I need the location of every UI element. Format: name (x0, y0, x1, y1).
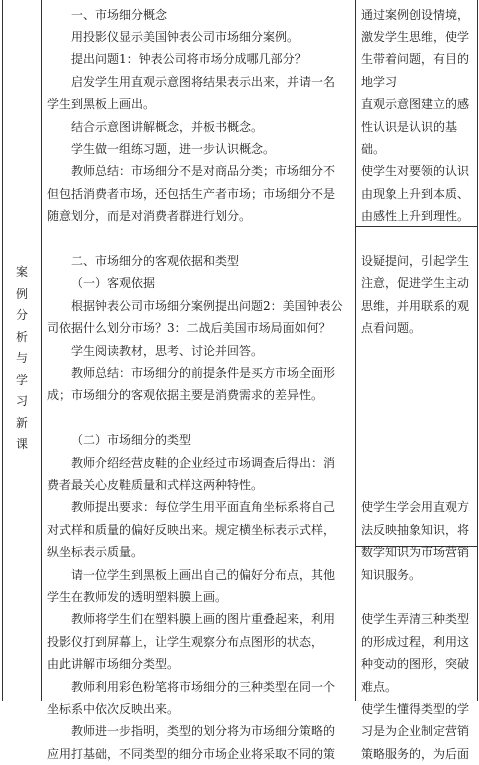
note-line: 知识服务。 (361, 567, 422, 582)
section-label-char: 分 (15, 308, 28, 322)
content-line: 成；市场细分的客观依据主要是消费需求的差异性。 (47, 388, 324, 403)
content-line: 应用打基础，不同类型的细分市场企业将采取不同的策 (47, 746, 336, 761)
section-label-char: 与 (15, 351, 28, 365)
content-line: 一、市场细分概念 (71, 7, 168, 22)
content-line: 学生在教师发的透明塑料膜上画。 (47, 589, 228, 604)
note-line: 策略服务的，为后面 (361, 746, 470, 761)
table-border-right (477, 0, 478, 701)
note-line: 通过案例创设情境， (361, 7, 470, 22)
note-line: 难点。 (361, 679, 398, 694)
note-line: 使学生对要领的认识 (361, 164, 470, 179)
content-line: 教师进一步指明，类型的划分将为市场细分策略的 (71, 724, 336, 739)
content-line: 教师总结：市场细分不是对商品分类；市场细分不 (71, 164, 336, 179)
content-line: （二）市场细分的类型 (71, 433, 192, 448)
content-line: 提出问题1：钟表公司将市场分成哪几部分？ (71, 52, 307, 67)
note-line: 的形成过程，利用这 (361, 634, 470, 649)
content-line: 启发学生用直观示意图将结果表示出来，并请一名 (71, 74, 336, 89)
content-line: 学生阅读教材，思考、讨论并回答。 (71, 343, 264, 358)
note-line: 由现象上升到本质、 (361, 186, 470, 201)
content-line: 坐标系中依次反映出来。 (47, 701, 180, 716)
note-line: 使学生学会用直观方 (361, 500, 470, 515)
column-divider-1 (41, 0, 42, 701)
note-line: 性认识是认识的基 (361, 119, 458, 134)
note-line: 注意，促进学生主动 (361, 276, 470, 291)
content-line: 教师利用彩色粉笔将市场细分的三种类型在同一个 (71, 679, 336, 694)
note-line: 种变动的图形，突破 (361, 657, 470, 672)
note-line: 数学知识为市场营销 (361, 545, 470, 560)
content-line: 纵坐标表示质量。 (47, 545, 144, 560)
section-label-char: 案 (15, 265, 28, 279)
note-line: 习是为企业制定营销 (361, 724, 470, 739)
note-line: 激发学生思维，使学 (361, 29, 470, 44)
content-line: 教师总结：市场细分的前提条件是买方市场全面形 (71, 365, 336, 380)
content-line: 请一位学生到黑板上画出自己的偏好分布点，其他 (71, 567, 336, 582)
content-line: 司依据什么划分市场？3：二战后美国市场局面如何？ (47, 321, 331, 336)
section-label-char: 学 (15, 372, 28, 387)
content-line: 对式样和质量的偏好反映出来。规定横坐标表示式样， (47, 522, 336, 537)
note-line: 点看问题。 (361, 321, 422, 336)
content-line: 费者最关心皮鞋质量和式样这两种特性。 (47, 477, 264, 492)
table-border-left (2, 0, 3, 701)
content-line: 二、市场细分的客观依据和类型 (71, 253, 240, 268)
note-line: 使学生弄清三种类型 (361, 612, 470, 627)
section-label (12, 262, 32, 456)
section-label-char: 课 (15, 437, 28, 451)
content-line: 但包括消费者市场，还包括生产者市场；市场细分不是 (47, 186, 336, 201)
content-line: 投影仪打到屏幕上，让学生观察分布点图形的状态， (47, 634, 324, 649)
note-line: 思维，并用联系的观 (361, 298, 470, 313)
note-line: 使学生懂得类型的学 (361, 701, 470, 716)
section-label-char: 例 (15, 286, 28, 301)
content-line: 随意划分，而是对消费者群进行划分。 (47, 209, 252, 224)
content-line: 学生做一组练习题，进一步认识概念。 (71, 141, 276, 156)
note-line: 直观示意图建立的感 (361, 97, 470, 112)
content-line: 学生到黑板上画出。 (47, 97, 156, 112)
content-line: 教师将学生们在塑料膜上画的图片重叠起来，利用 (71, 612, 336, 627)
note-line: 础。 (361, 141, 386, 156)
note-line: 设疑提问，引起学生 (361, 253, 470, 268)
content-line: 由此讲解市场细分类型。 (47, 657, 180, 672)
section-label-char: 析 (15, 329, 28, 344)
content-line: 教师介绍经营皮鞋的企业经过市场调查后得出：消 (71, 455, 336, 470)
content-line: （一）客观依据 (71, 276, 156, 291)
note-line: 由感性上升到理性。 (361, 209, 470, 224)
content-line: 结合示意图讲解概念，并板书概念。 (71, 119, 264, 134)
section-label-char: 习 (15, 394, 28, 408)
note-line: 地学习 (361, 74, 398, 89)
content-line: 教师提出要求：每位学生用平面直角坐标系将自己 (71, 500, 336, 515)
content-line: 用投影仪显示美国钟表公司市场细分案例。 (71, 29, 300, 44)
note-line: 法反映抽象知识，将 (361, 522, 470, 537)
section-label-char: 新 (15, 415, 28, 430)
content-line: 根据钟表公司市场细分案例提出问题2：美国钟表公 (71, 298, 343, 313)
note-line: 生带着问题，有目的 (361, 52, 470, 67)
